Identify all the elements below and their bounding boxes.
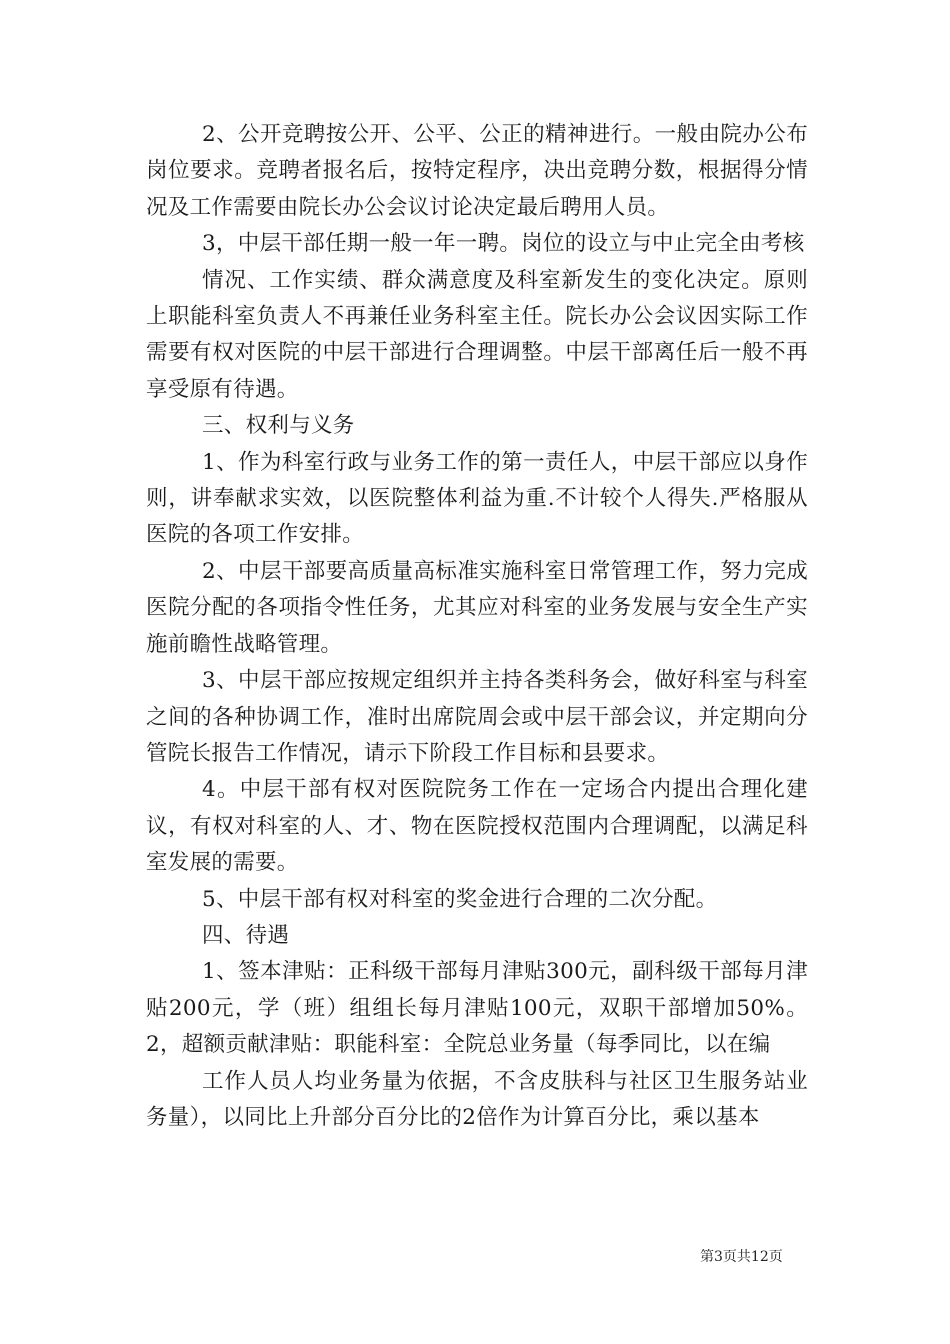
paragraph-right-4: 4。中层干部有权对医院院务工作在一定场合内提出合理化建议，有权对科室的人、才、物在医院授权范围内合理调配，以满足科室发展的需要。 bbox=[146, 777, 808, 876]
paragraph-public-competition: 2、公开竞聘按公开、公平、公正的精神进行。一般由院办公布岗位要求。竞聘者报名后，按特定程序，决出竞聘分数，根据得分情况及工作需要由院长办公会议讨论决定最后聘用人员。 bbox=[146, 122, 808, 220]
paragraph-term-continued: 情况、工作实绩、群众满意度及科室新发生的变化决定。原则上职能科室负责人不再兼任业务科室主任。院长办公会议因实际工作需要有权对医院的中层干部进行合理调整。中层干部离任后一般不再享受原有待遇。 bbox=[146, 267, 808, 402]
paragraph-allowance-continued: 工作人员人均业务量为依据，不含皮肤科与社区卫生服务站业务量），以同比上升部分百分比的2倍作为计算百分比，乘以基本 bbox=[146, 1068, 808, 1130]
paragraph-term-of-office: 3，中层干部任期一般一年一聘。岗位的设立与中止完全由考核 bbox=[202, 231, 805, 257]
document-body bbox=[146, 117, 808, 1136]
section-heading-benefits: 四、待遇 bbox=[202, 922, 290, 948]
page-number-footer: 第3页共12页 bbox=[700, 1249, 783, 1265]
section-heading-rights-duties: 三、权利与义务 bbox=[202, 413, 355, 439]
paragraph-duty-1: 1、作为科室行政与业务工作的第一责任人，中层干部应以身作则，讲奉献求实效，以医院整体利益为重.不计较个人得失.严格服从医院的各项工作安排。 bbox=[146, 449, 808, 548]
paragraph-allowance: 1、签本津贴：正科级干部每月津贴300元，副科级干部每月津贴200元，学（班）组组长每月津贴100元，双职干部增加50%。2，超额贡献津贴：职能科室：全院总业务量（每季同比，以在编 bbox=[146, 959, 808, 1058]
paragraph-duty-2: 2、中层干部要高质量高标准实施科室日常管理工作，努力完成医院分配的各项指令性任务，尤其应对科室的业务发展与安全生产实施前瞻性战略管理。 bbox=[146, 558, 808, 657]
paragraph-right-5: 5、中层干部有权对科室的奖金进行合理的二次分配。 bbox=[202, 886, 718, 912]
paragraph-duty-3: 3、中层干部应按规定组织并主持各类科务会，做好科室与科室之间的各种协调工作，准时出席院周会或中层干部会议，并定期向分管院长报告工作情况，请示下阶段工作目标和县要求。 bbox=[146, 668, 808, 766]
